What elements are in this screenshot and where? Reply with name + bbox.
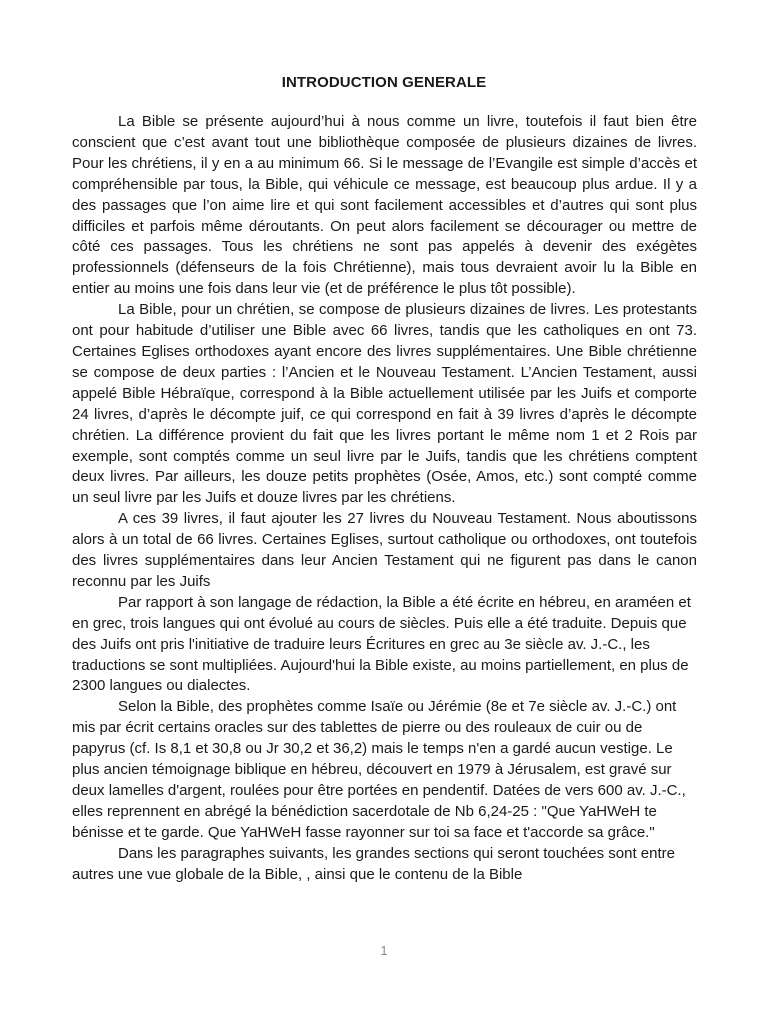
paragraph-4: Par rapport à son langage de rédaction, la Bible a été écrite en hébreu, en araméen et en grec, trois langues qui ont évolué au cours de siècles. Puis elle a été traduite. Depuis que des Juifs ont pris l'initiative de traduire leurs Écritures en grec au 3e siècle av. J.-C., les traductions se sont multipliées. Aujourd'hui la Bible existe, au moins partiellement, en plus de 2300 langues ou dialectes. xyxy=(72,593,691,695)
paragraph-6: Dans les paragraphes suivants, les grandes sections qui seront touchées sont entre autres une vue globale de la Bible, , ainsi que le contenu de la Bible xyxy=(72,844,675,883)
paragraph-2: La Bible, pour un chrétien, se compose de plusieurs dizaines de livres. Les protestants ont pour habitude d’utiliser une Bible avec 66 livres, tandis que les catholiques en ont 73. Certaines Eglises orthodoxes ayant encore des livres supplémentaires. Une Bible chrétienne se compose de deux parties : l’Ancien et le Nouveau Testament. L’Ancien Testament, aussi appelé Bible Hébraïque, correspond à la Bible actuellement utilisée par les Juifs et comporte 24 livres, d’après le décompte juif, ce qui correspond en fait à 39 livres d’après le décompte chrétien. La différence provient du fait que les livres portant le même nom 1 et 2 Rois par exemple, sont comptés comme un seul livre par le Juifs, tandis que les chrétiens comptent deux livres. Par ailleurs, les douze petits prophètes (Osée, Amos, etc.) sont compté comme un seul livre par les Juifs et douze livres par les chrétiens. xyxy=(72,301,697,507)
paragraph-3: A ces 39 livres, il faut ajouter les 27 livres du Nouveau Testament. Nous aboutissons alors à un total de 66 livres. Certaines Eglises, surtout catholique ou orthodoxes, ont toutefois des livres supplémentaires dans leur Ancien Testament qui ne figurent pas dans le canon reconnu par les Juifs xyxy=(72,510,697,590)
paragraph-1: La Bible se présente aujourd’hui à nous comme un livre, toutefois il faut bien être conscient que c’est avant tout une bibliothèque composée de plusieurs dizaines de livres. Pour les chrétiens, il y en a au minimum 66. Si le message de l’Evangile est simple d’accès et compréhensible par tous, la Bible, qui véhicule ce message, est beaucoup plus ardue. Il y a des passages que l’on aime lire et qui sont facilement accessibles et d’autres qui sont plus difficiles et parfois même déroutants. On peut alors facilement se décourager ou mettre de côté ces passages. Tous les chrétiens ne sont pas appelés à devenir des exégètes professionnels (défenseurs de la fois Chrétienne), mais tous devraient avoir lu la Bible en entier au moins une fois dans leur vie (et de préférence le plus tôt possible). xyxy=(72,113,697,298)
paragraph-5: Selon la Bible, des prophètes comme Isaïe ou Jérémie (8e et 7e siècle av. J.-C.) ont mis par écrit certains oracles sur des tablettes de pierre ou des rouleaux de cuir ou de papyrus (cf. Is 8,1 et 30,8 ou Jr 30,2 et 36,2) mais le temps n'en a gardé aucun vestige. Le plus ancien témoignage biblique en hébreu, découvert en 1979 à Jérusalem, est gravé sur deux lamelles d'argent, roulées pour être portées en pendentif. Datées de vers 600 av. J.-C., elles reprennent en abrégé la bénédiction sacerdotale de Nb 6,24-25 : "Que YaHWeH te bénisse et te garde. Que YaHWeH fasse rayonner sur toi sa face et t'accorde sa grâce." xyxy=(72,698,686,841)
body-text xyxy=(72,112,697,886)
page-title: INTRODUCTION GENERALE xyxy=(281,74,487,91)
page-number: 1 xyxy=(380,943,388,958)
